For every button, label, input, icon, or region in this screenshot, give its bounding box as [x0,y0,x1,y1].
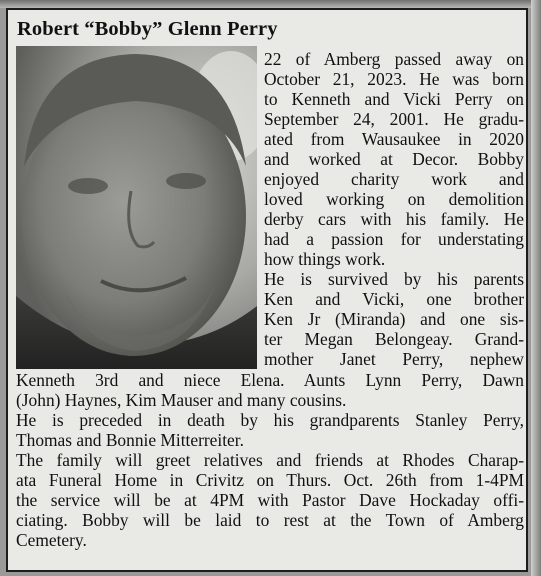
obituary-line-3: to Kenneth and Vicki Perry on [264,89,524,109]
portrait-image [16,46,257,369]
obituary-title: Robert “Bobby” Glenn Perry [17,18,278,40]
obituary-line-19: He is preceded in death by his grandparents Stanley Perry, [16,410,524,430]
obituary-line-23: the service will be at 4PM with Pastor Dave Hockaday offi- [16,490,524,510]
adjacent-page-edge-right [531,0,541,576]
obituary-line-22: ata Funeral Home in Crivitz on Thurs. Oct. 26th from 1-4PM [16,470,524,490]
obituary-clipping [6,8,528,572]
obituary-line-9: derby cars with his family. He [264,209,524,229]
obituary-line-12: He is survived by his parents [264,269,524,289]
obituary-line-25: Cemetery. [16,530,87,550]
obituary-line-4: September 24, 2001. He gradu- [264,109,524,129]
obituary-line-2: October 21, 2023. He was born [264,69,524,89]
obituary-line-16: mother Janet Perry, nephew [264,349,524,369]
obituary-line-18: (John) Haynes, Kim Mauser and many cousins. [16,390,347,410]
obituary-line-7: enjoyed charity work and [264,169,524,189]
adjacent-page-edge-top [0,0,541,8]
obituary-line-20: Thomas and Bonnie Mitterreiter. [16,430,244,450]
obituary-line-5: ated from Wausaukee in 2020 [264,129,524,149]
obituary-line-14: Ken Jr (Miranda) and one sis- [264,309,524,329]
obituary-line-6: and worked at Decor. Bobby [264,149,524,169]
obituary-line-24: ciating. Bobby will be laid to rest at the Town of Amberg [16,510,524,530]
obituary-line-1: 22 of Amberg passed away on [264,49,524,69]
obituary-line-8: loved working on demolition [264,189,524,209]
obituary-line-21: The family will greet relatives and friends at Rhodes Charap- [16,450,524,470]
obituary-line-13: Ken and Vicki, one brother [264,289,524,309]
obituary-line-11: how things work. [264,249,386,269]
obituary-line-17: Kenneth 3rd and niece Elena. Aunts Lynn Perry, Dawn [16,370,524,390]
obituary-line-15: ter Megan Belongeay. Grand- [264,329,524,349]
obituary-line-10: had a passion for understating [264,229,524,249]
portrait-photo [16,46,257,369]
